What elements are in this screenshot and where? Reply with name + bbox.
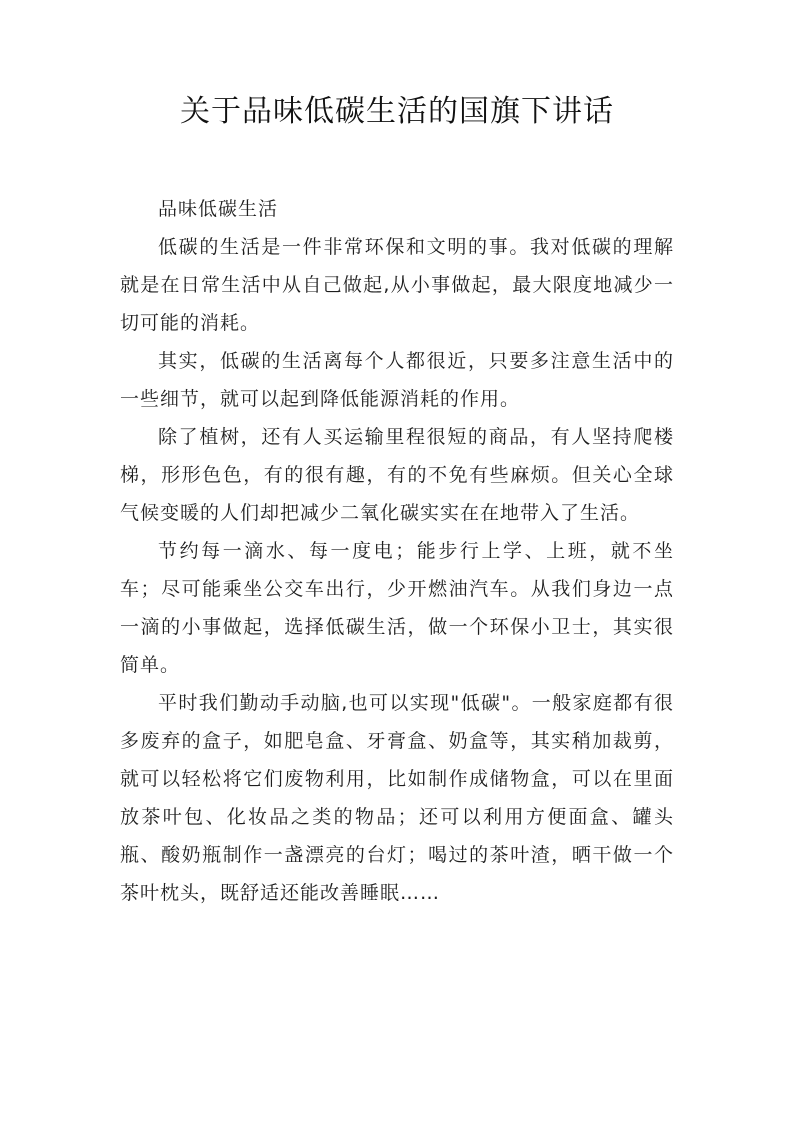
paragraph-4: 节约每一滴水、每一度电；能步行上学、上班，就不坐车；尽可能乘坐公交车出行，少开燃油汽车。从我们身边一点一滴的小事做起，选择低碳生活，做一个环保小卫士，其实很简单。 (120, 540, 674, 676)
paragraph-3: 除了植树，还有人买运输里程很短的商品，有人坚持爬楼梯，形形色色，有的很有趣，有的不免有些麻烦。但关心全球气候变暖的人们却把减少二氧化碳实实在在地带入了生活。 (120, 426, 674, 524)
paragraph-2: 其实，低碳的生活离每个人都很近，只要多注意生活中的一些细节，就可以起到降低能源消耗的作用。 (120, 350, 674, 410)
paragraph-1: 低碳的生活是一件非常环保和文明的事。我对低碳的理解就是在日常生活中从自己做起,从小事做起，最大限度地减少一切可能的消耗。 (120, 236, 674, 334)
document-body (120, 190, 674, 912)
section-heading: 品味低碳生活 (158, 198, 279, 220)
paragraph-5: 平时我们勤动手动脑,也可以实现"低碳"。一般家庭都有很多废弃的盒子，如肥皂盒、牙膏盒、奶盒等，其实稍加裁剪，就可以轻松将它们废物利用，比如制作成储物盒，可以在里面放茶叶包、化妆品之类的物品；还可以利用方便面盒、罐头瓶、酸奶瓶制作一盏漂亮的台灯；喝过的茶叶渣，晒干做一个茶叶枕头，既舒适还能改善睡眠…… (120, 692, 674, 904)
document-title: 关于品味低碳生活的国旗下讲话 (180, 94, 614, 129)
